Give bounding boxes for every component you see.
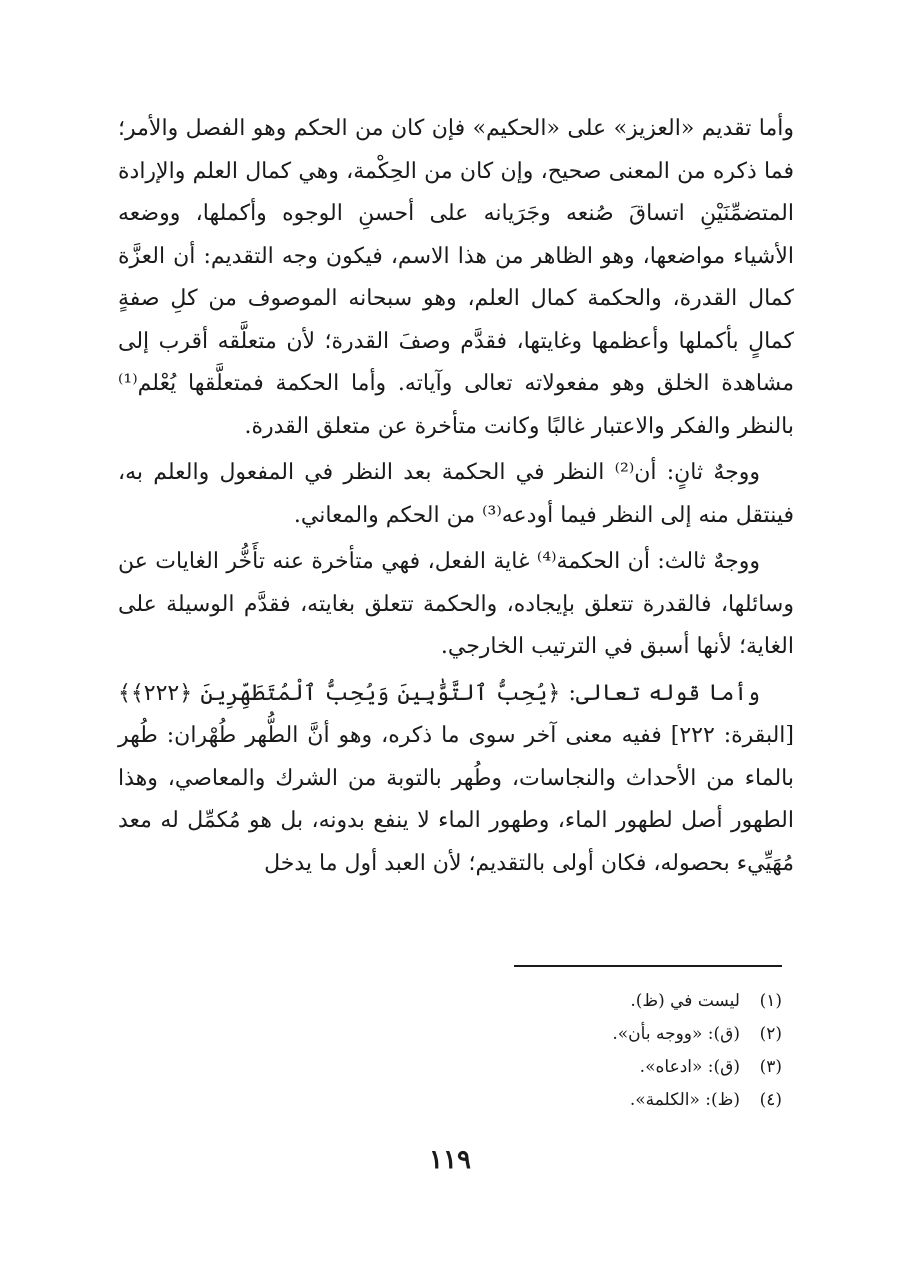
footnote-1	[282, 985, 782, 1018]
paragraph-1: وأما تقديم «العزيز» على «الحكيم» فإن كان من الحكم وهو الفصل والأمر؛ فما ذكره من المعنى صحيح، وإن كان من الحِكْمة، وهي كمال العلم والإرادة المتضمِّنَيْنِ اتساقَ صُنعه وجَرَيانه على أحسنِ الوجوه وأكملها، ووضعه الأشياء مواضعها، وهو الظاهر من هذا الاسم، فيكون وجه التقديم: أن العزَّة كمال القدرة، والحكمة كمال العلم، وهو سبحانه الموصوف من كلِ صفةٍ كمالٍ بأكملها وأعظمها وغايتها، فقدَّم وصفَ القدرة؛ لأن متعلَّقه أقرب إلى مشاهدة الخلق وهو مفعولاته تعالى وآياته. وأما الحكمة فمتعلَّقها يُعْلم⁽¹⁾ بالنظر والفكر والاعتبار غالبًا وكانت متأخرة عن متعلق القدرة.	[118, 116, 794, 439]
paragraph-3: ووجهٌ ثالث: أن الحكمة⁽⁴⁾ غاية الفعل، فهي متأخرة عنه تأَخُّر الغايات عن وسائلها، فالقدرة تتعلق بإيجاده، والحكمة تتعلق بغايته، فقدَّم الوسيلة على الغاية؛ لأنها أسبق في الترتيب الخارجي.	[118, 549, 794, 659]
footnote-text: ليست في (ظ).	[630, 991, 740, 1011]
footnote-number: (٢)	[759, 1024, 782, 1044]
footnote-divider	[514, 965, 782, 967]
paragraph-2: ووجهٌ ثانٍ: أن⁽²⁾ النظر في الحكمة بعد النظر في المفعول والعلم به، فينتقل منه إلى النظر فيما أودعه⁽³⁾ من الحكم والمعاني.	[118, 460, 794, 528]
footnotes	[282, 985, 782, 1117]
footnote-number: (١)	[759, 991, 782, 1011]
footnote-4	[282, 1084, 782, 1117]
footnote-number: (٤)	[759, 1090, 782, 1110]
footnote-2	[282, 1018, 782, 1051]
paragraph-4: وأما قوله تعالى: ﴿يُحِبُّ ٱلتَّوَّٰبِينَ وَيُحِبُّ ٱلْمُتَطَهِّرِينَ ﴿٢٢٢﴾﴾ [البقرة: ٢٢٢] ففيه معنى آخر سوى ما ذكره، وهو أنَّ الطُّهر طُهْران: طُهر بالماء من الأحداث والنجاسات، وطُهر بالتوبة من الشرك والمعاصي، وهذا الطهور أصل لطهور الماء، وطهور الماء لا ينفع بدونه، بل هو مُكمِّل له معد مُهَيِّيء بحصوله، فكان أولى بالتقديم؛ لأن العبد أول ما يدخل	[118, 680, 794, 876]
page-number: ١١٩	[429, 1145, 471, 1175]
footnote-text: (ظ): «الكلمة».	[629, 1090, 740, 1110]
footnote-number: (٣)	[759, 1057, 782, 1077]
footnote-text: (ق): «ووجه بأن».	[612, 1024, 740, 1044]
main-text	[118, 108, 794, 885]
footnote-3	[282, 1051, 782, 1084]
footnote-text: (ق): «ادعاه».	[639, 1057, 740, 1077]
